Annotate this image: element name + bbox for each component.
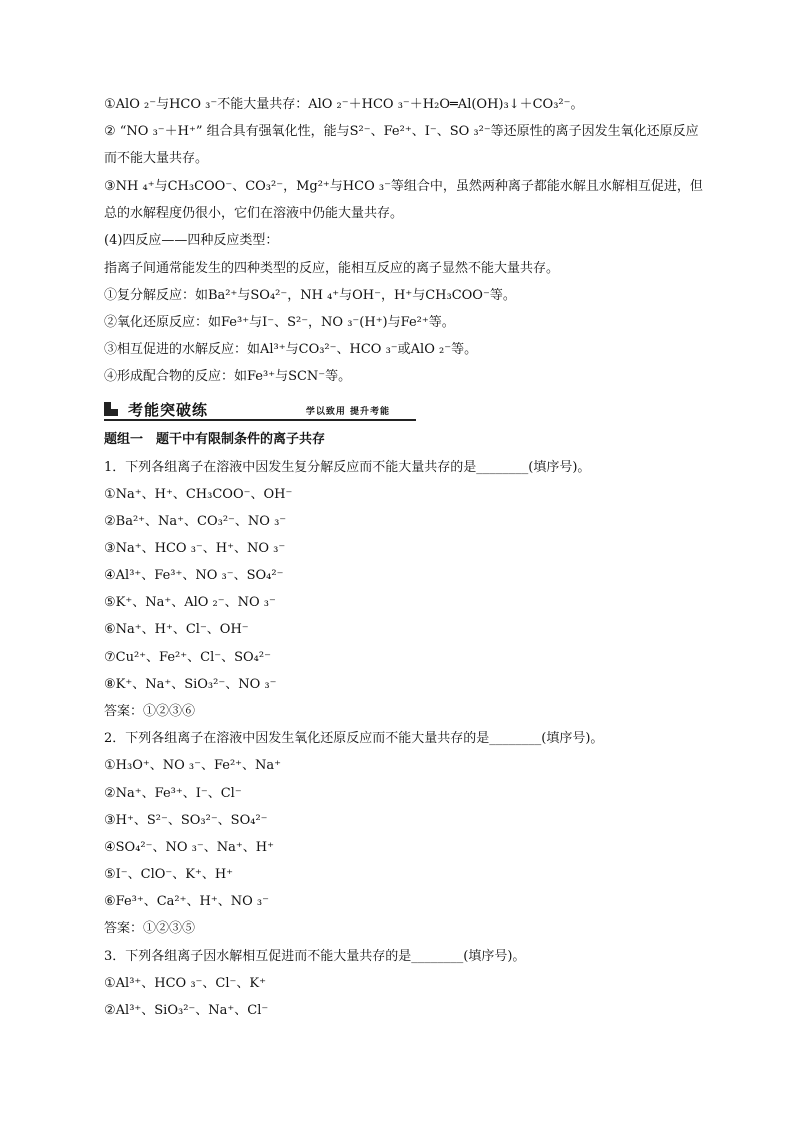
question-1-option: ⑥Na⁺、H⁺、Cl⁻、OH⁻ <box>104 622 249 637</box>
text-line: (4)四反应——四种反应类型： <box>104 233 279 248</box>
question-2-option: ①H₃O⁺、NO ₃⁻、Fe²⁺、Na⁺ <box>104 758 282 773</box>
text-line: ③NH ₄⁺与CH₃COO⁻、CO₃²⁻，Mg²⁺与HCO ₃⁻等组合中，虽然两种离子都能水解且水解相互促进，但 <box>104 179 703 194</box>
question-2-stem: 2．下列各组离子在溶液中因发生氧化还原反应而不能大量共存的是________(填序号)。 <box>104 731 604 746</box>
text-line: ②氧化还原反应：如Fe³⁺与I⁻、S²⁻，NO ₃⁻(H⁺)与Fe²⁺等。 <box>104 315 455 330</box>
question-2-option: ⑤I⁻、ClO⁻、K⁺、H⁺ <box>104 867 234 882</box>
question-3-option: ②Al³⁺、SiO₃²⁻、Na⁺、Cl⁻ <box>104 1003 269 1018</box>
question-2-option: ④SO₄²⁻、NO ₃⁻、Na⁺、H⁺ <box>104 840 274 855</box>
question-1-option: ①Na⁺、H⁺、CH₃COO⁻、OH⁻ <box>104 487 293 502</box>
question-1-option: ③Na⁺、HCO ₃⁻、H⁺、NO ₃⁻ <box>104 541 286 556</box>
banner-square-icon <box>104 402 118 416</box>
question-2-option: ②Na⁺、Fe³⁺、I⁻、Cl⁻ <box>104 786 242 801</box>
banner-title: 考能突破练 <box>128 401 209 419</box>
question-1-option: ④Al³⁺、Fe³⁺、NO ₃⁻、SO₄²⁻ <box>104 568 284 583</box>
question-2-option: ③H⁺、S²⁻、SO₃²⁻、SO₄²⁻ <box>104 813 268 828</box>
banner-subtitle: 学以致用 提升考能 <box>305 407 390 417</box>
text-line: ①AlO ₂⁻与HCO ₃⁻不能大量共存：AlO ₂⁻＋HCO ₃⁻＋H₂O═Al(OH)₃↓＋CO₃²⁻。 <box>104 97 584 112</box>
question-1-option: ⑦Cu²⁺、Fe²⁺、Cl⁻、SO₄²⁻ <box>104 650 271 665</box>
banner-divider <box>104 419 416 421</box>
question-1-stem: 1．下列各组离子在溶液中因发生复分解反应而不能大量共存的是________(填序号)。 <box>104 460 591 475</box>
question-3-option: ①Al³⁺、HCO ₃⁻、Cl⁻、K⁺ <box>104 976 266 991</box>
question-2-option: ⑥Fe³⁺、Ca²⁺、H⁺、NO ₃⁻ <box>104 894 269 909</box>
group-title: 题组一 题干中有限制条件的离子共存 <box>104 432 326 447</box>
text-line: 而不能大量共存。 <box>104 151 209 166</box>
section-banner <box>104 399 416 421</box>
question-1-answer: 答案：①②③⑥ <box>104 704 196 719</box>
question-1-option: ⑤K⁺、Na⁺、AlO ₂⁻、NO ₃⁻ <box>104 595 276 610</box>
question-1-option: ②Ba²⁺、Na⁺、CO₃²⁻、NO ₃⁻ <box>104 514 287 529</box>
text-line: 总的水解程度仍很小，它们在溶液中仍能大量共存。 <box>104 206 404 221</box>
question-2-answer: 答案：①②③⑤ <box>104 921 196 936</box>
text-line: ④形成配合物的反应：如Fe³⁺与SCN⁻等。 <box>104 369 352 384</box>
text-line: 指离子间通常能发生的四种类型的反应，能相互反应的离子显然不能大量共存。 <box>104 261 560 276</box>
question-3-stem: 3．下列各组离子因水解相互促进而不能大量共存的是________(填序号)。 <box>104 949 526 964</box>
text-line: ② “NO ₃⁻＋H⁺” 组合具有强氧化性，能与S²⁻、Fe²⁺、I⁻、SO ₃²⁻等还原性的离子因发生氧化还原反应 <box>104 124 699 139</box>
text-line: ③相互促进的水解反应：如Al³⁺与CO₃²⁻、HCO ₃⁻或AlO ₂⁻等。 <box>104 342 478 357</box>
question-1-option: ⑧K⁺、Na⁺、SiO₃²⁻、NO ₃⁻ <box>104 677 277 692</box>
text-line: ①复分解反应：如Ba²⁺与SO₄²⁻，NH ₄⁺与OH⁻，H⁺与CH₃COO⁻等。 <box>104 288 516 303</box>
